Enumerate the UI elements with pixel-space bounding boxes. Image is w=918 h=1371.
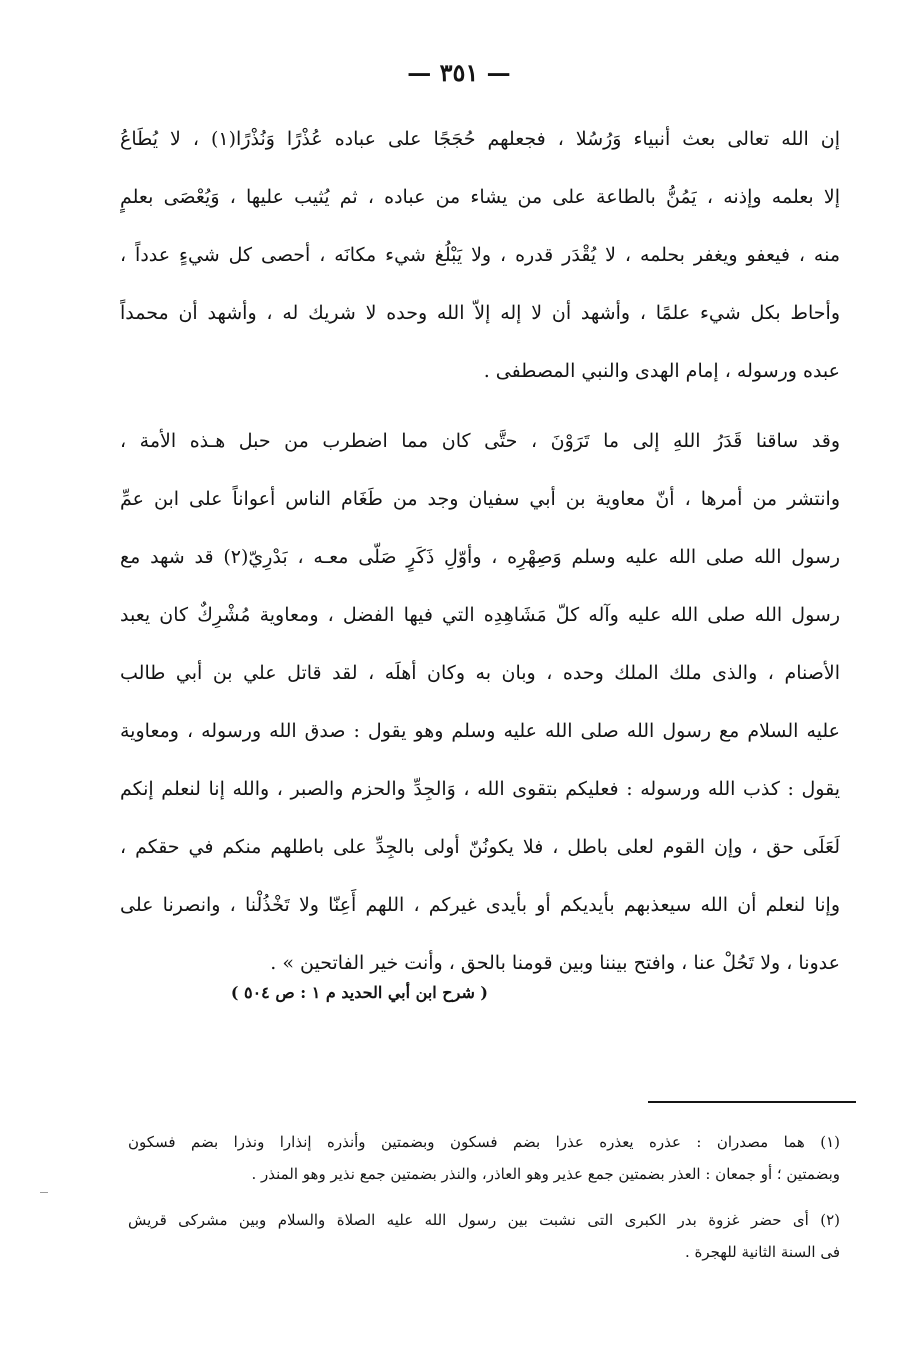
text-line: لَعَلَى حق ، وإن القوم لعلى باطل ، فلا يكونُنّ أولى بالجِدِّ على باطلهم منكم في حقكم ، — [120, 836, 840, 858]
scan-speck — [40, 1192, 48, 1193]
text-line: عليه السلام مع رسول الله صلى الله عليه وسلم وهو يقول : صدق الله ورسوله ، ومعاوية — [120, 720, 840, 742]
main-text — [120, 110, 840, 992]
footnote-line: (٢) أى حضر غزوة بدر الكبرى التى نشبت بين رسول الله عليه الصلاة والسلام وبين مشركى قريش — [128, 1211, 840, 1229]
text-line: عبده ورسوله ، إمام الهدى والنبي المصطفى . — [483, 360, 840, 382]
text-line: وانتشر من أمرها ، أنّ معاوية بن أبي سفيان وجد من طَغَام الناس أعواناً على ابن عمِّ — [120, 488, 840, 510]
text-line: وأحاط بكل شيء علمًا ، وأشهد أن لا إله إلاّ الله وحده لا شريك له ، وأشهد أن محمداً — [120, 302, 840, 324]
text-line: وقد ساقنا قَدَرُ اللهِ إلى ما تَرَوْنَ ، حتَّى كان مما اضطرب من حبل هـذه الأمة ، — [120, 430, 840, 452]
footnote-line: فى السنة الثانية للهجرة . — [684, 1243, 840, 1261]
paragraph-spacer — [120, 400, 840, 412]
text-line: منه ، فيعفو ويغفر بحلمه ، لا يُقْدَر قدره ، ولا يَبْلُغ شيء مكانَه ، أحصى كل شيءٍ عدداً ، — [120, 244, 840, 266]
text-line: رسول الله صلى الله عليه وآله كلّ مَشَاهِدِه التي فيها الفضل ، ومعاوية مُشْرِكٌ كان يعبد — [120, 604, 840, 626]
footnote-line: وبضمتين ؛ أو جمعان : العذر بضمتين جمع عذير وهو العاذر، والنذر بضمتين جمع نذير وهو المنذر . — [251, 1165, 840, 1183]
text-line: يقول : كذب الله ورسوله : فعليكم بتقوى الله ، وَالجِدِّ والحزم والصبر ، والله إنا لنعلم إنكم — [120, 778, 840, 800]
text-line: وإنا لنعلم أن الله سيعذبهم بأيديكم أو بأيدى غيركم ، اللهم أَعِنّا ولا تَخْذُلْنا ، وانصرنا على — [120, 894, 840, 916]
page-number: — ٣٥١ — — [407, 58, 511, 87]
footnote-spacer — [128, 1190, 840, 1204]
source-citation: ( شرح ابن أبي الحديد م ١ : ص ٥٠٤ ) — [230, 983, 488, 1002]
footnote-line: (١) هما مصدران : عذره يعذره عذرا بضم فسكون وبضمتين وأنذره إنذارا ونذرا بضم فسكون — [128, 1133, 840, 1151]
text-line: رسول الله صلى الله عليه وسلم وَصِهْرِه ، وأوّلِ ذَكَرٍ صَلّى معـه ، بَدْرِيّ(٢) قد شهد مع — [120, 546, 840, 568]
footnote-divider — [648, 1101, 856, 1103]
footnotes — [128, 1126, 840, 1268]
text-line: إلا بعلمه وإذنه ، يَمُنُّ بالطاعة على من يشاء من عباده ، ثم يُثيب عليها ، وَيُعْصَى بعلمٍ — [120, 186, 840, 208]
text-line: إن الله تعالى بعث أنبياء وَرُسُلا ، فجعلهم حُجَجًا على عباده عُذْرًا وَنُذْرًا(١) ، لا يُطَاعُ — [120, 128, 840, 150]
text-line: عدونا ، ولا تَحُلْ عنا ، وافتح بيننا وبين قومنا بالحق ، وأنت خير الفاتحين » . — [270, 952, 840, 974]
text-line: الأصنام ، والذى ملك الملك وحده ، وبان به وكان أهلَه ، لقد قاتل علي بن أبي طالب — [120, 662, 840, 684]
